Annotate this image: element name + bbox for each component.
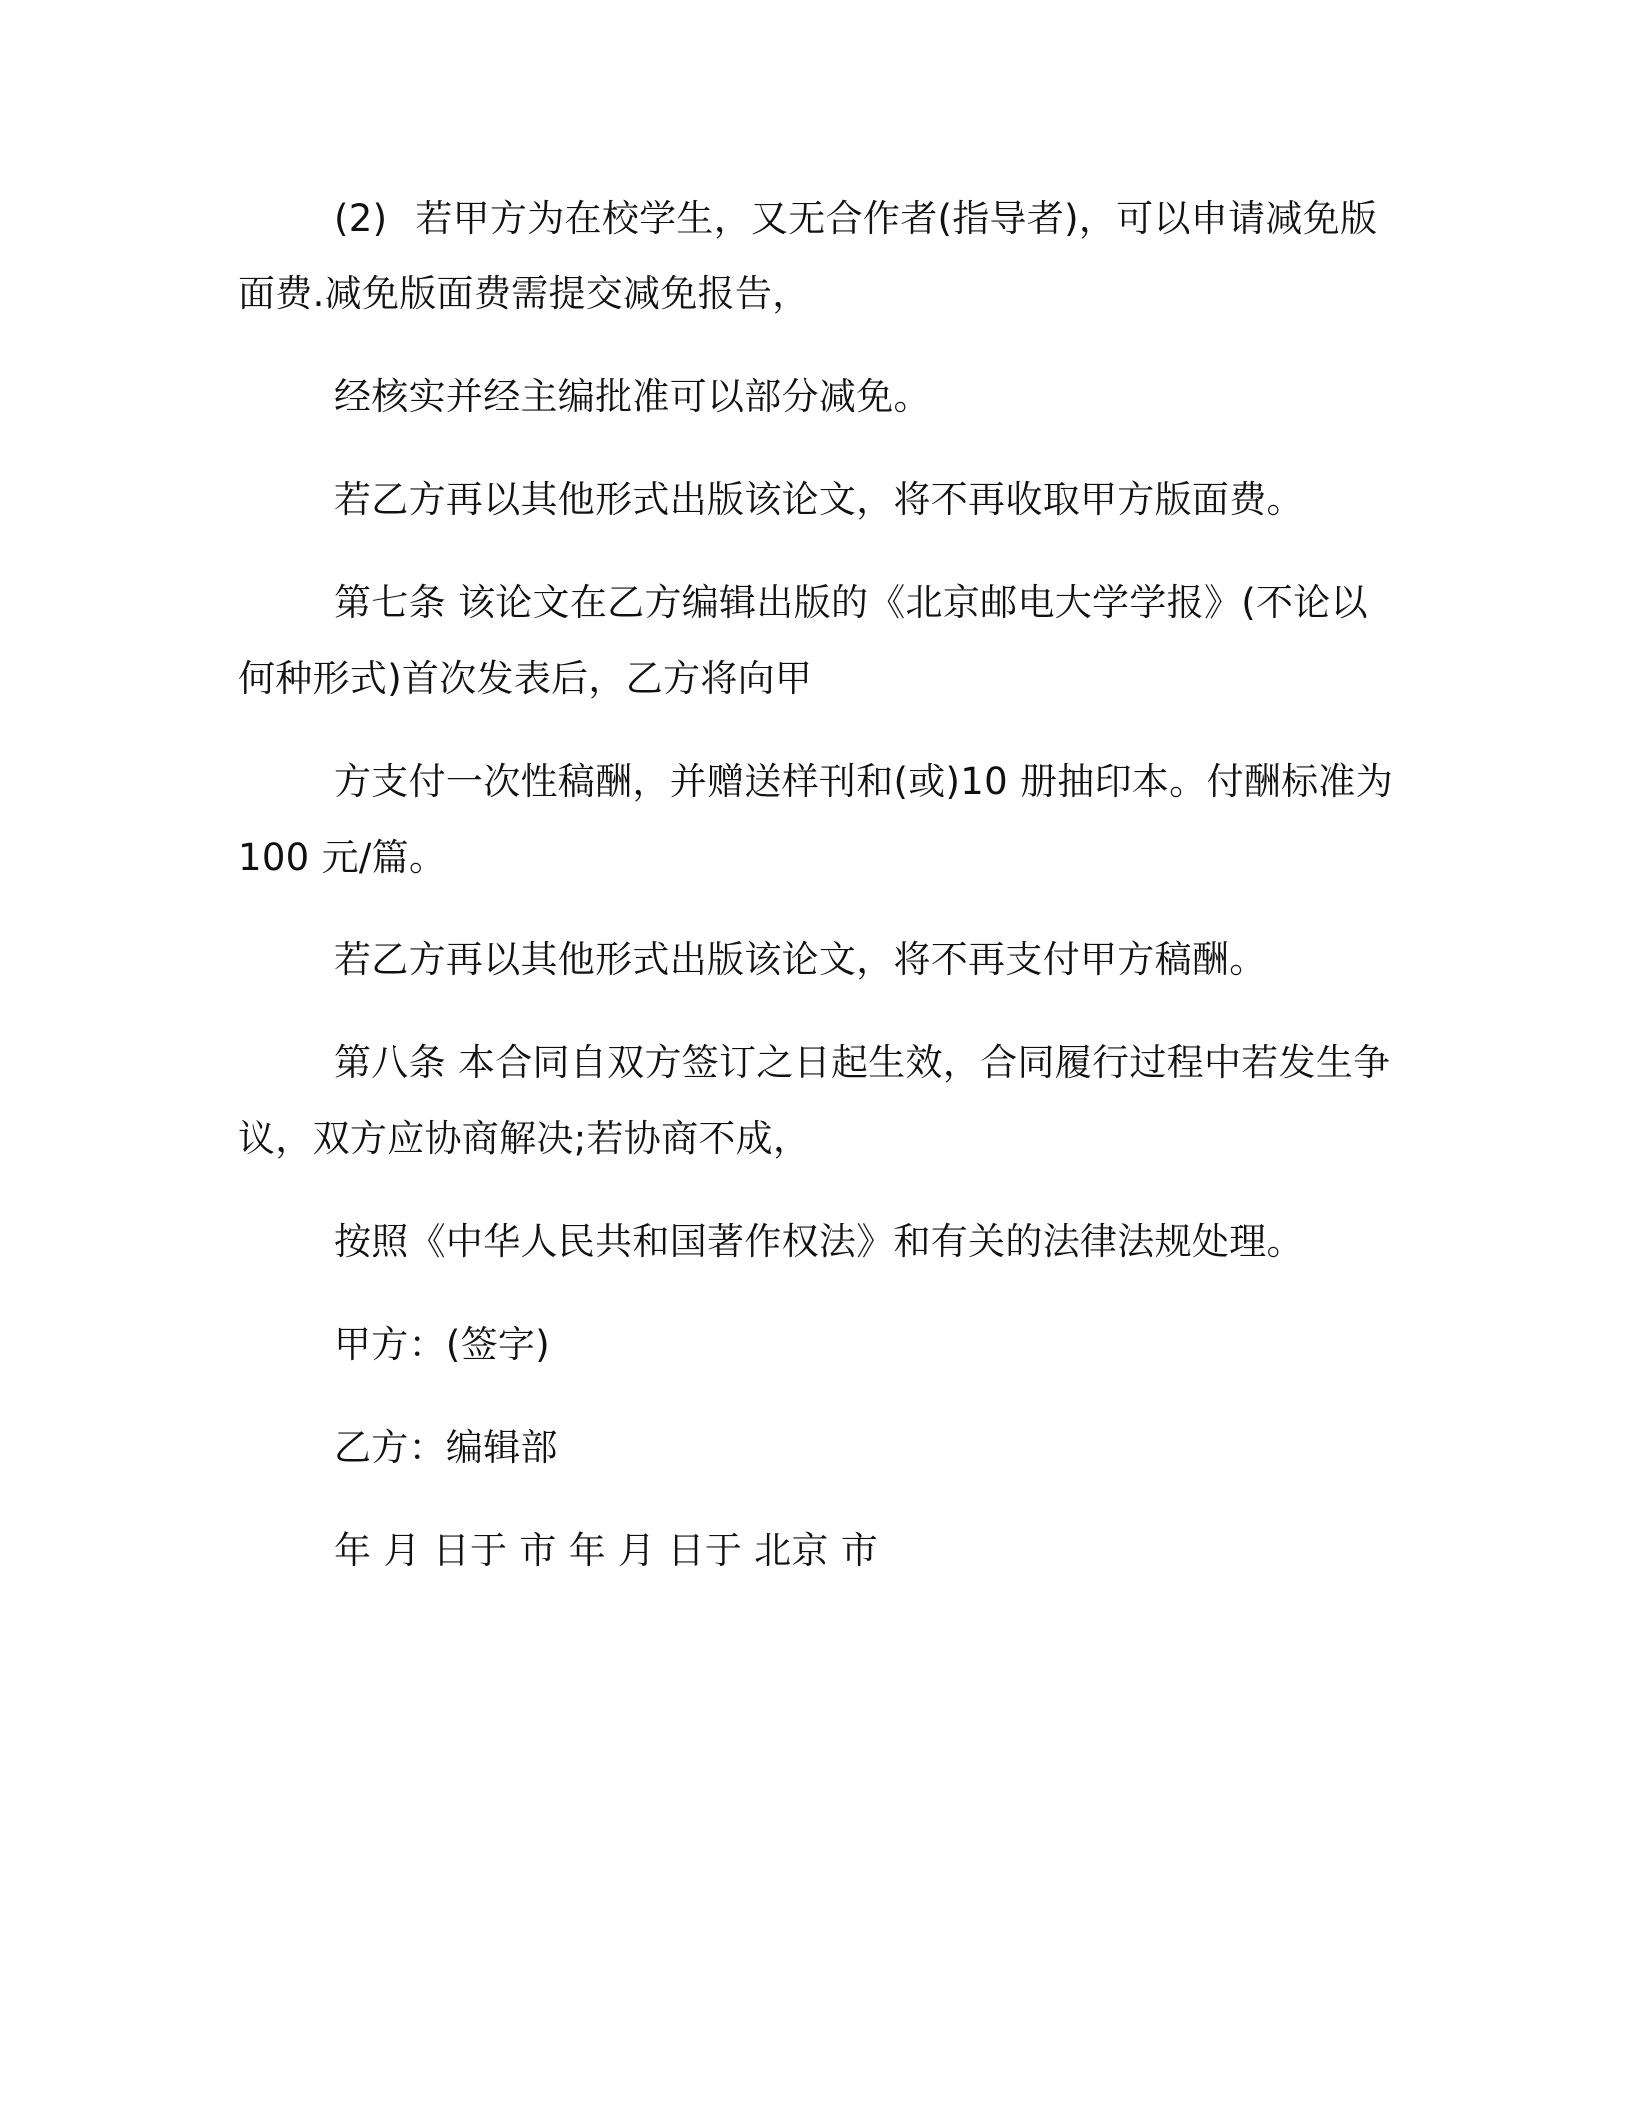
paragraph-3: 若乙方再以其他形式出版该论文，将不再收取甲方版面费。 [334, 478, 1304, 521]
date-place-line: 年 月 日于 市 年 月 日于 北京 市 [334, 1529, 879, 1572]
article-8-line-2: 议，双方应协商解决;若协商不成， [238, 1117, 811, 1160]
party-b-editorial: 乙方：编辑部 [334, 1426, 558, 1469]
article-7-line-1: 第七条 该论文在乙方编辑出版的《北京邮电大学学报》(不论以 [334, 581, 1368, 624]
paragraph-6: 若乙方再以其他形式出版该论文，将不再支付甲方稿酬。 [334, 938, 1267, 981]
party-a-signature: 甲方：(签字) [334, 1323, 550, 1366]
paragraph-8: 按照《中华人民共和国著作权法》和有关的法律法规处理。 [334, 1220, 1304, 1263]
paragraph-1-text: 若甲方为在校学生，又无合作者(指导者)，可以申请减免版 [415, 197, 1378, 240]
paragraph-5-line-1: 方支付一次性稿酬，并赠送样刊和(或)10 册抽印本。付酬标准为 [334, 760, 1394, 803]
paragraph-5-line-2: 100 元/篇。 [238, 836, 447, 879]
article-8-line-1: 第八条 本合同自双方签订之日起生效，合同履行过程中若发生争 [334, 1041, 1391, 1084]
paragraph-2: 经核实并经主编批准可以部分减免。 [334, 375, 931, 418]
paragraph-1-line-1 [334, 193, 1377, 245]
article-7-line-2: 何种形式)首次发表后，乙方将向甲 [238, 657, 813, 700]
paragraph-1-line-2: 面费.减免版面费需提交减免报告， [238, 272, 810, 315]
item-number: (2) [334, 197, 388, 240]
